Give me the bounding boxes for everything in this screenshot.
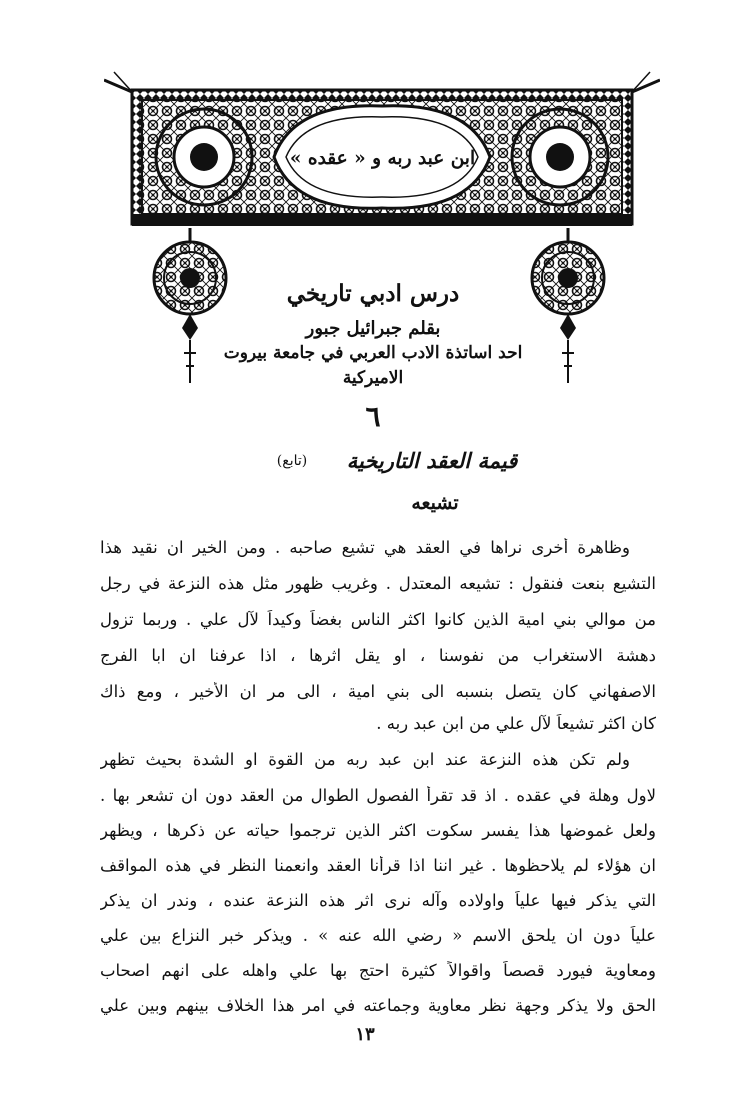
text-line: ولم تكن هذه النزعة عند ابن عبد ربه من القوة او الشدة بحيث تظهر [100, 750, 630, 769]
text-line: علياً دون ان يلحق الاسم « رضي الله عنه » . ويذكر خبر النزاع بين علي [100, 926, 656, 945]
author-byline: بقلم جبرائيل جبور [305, 318, 441, 339]
text-line: ومعاوية فيورد قصصاً واقوالاً كثيرة احتج بها علي واهله على انهم اصحاب [100, 961, 656, 980]
text-line: ان هؤلاء لم يلاحظوها . غير اننا اذا قرأنا العقد وانعمنا النظر في هذه المواقف [100, 856, 656, 875]
banner-title: ابن عبد ربه و « عقده » [289, 147, 476, 169]
hanging-medallion-left [150, 228, 230, 388]
text-line: لاول وهلة في عقده . اذ قد تقرأ الفصول الطوال من العقد دون ان تشعر بها . [100, 786, 656, 805]
text-line: الحق ولا يذكر وجهة نظر معاوية وجماعته في امر هذا الخلاف بينهم وبين علي [100, 996, 656, 1015]
text-line: الاصفهاني كان يتصل بنسبه الى بني امية ، الى مر ان الأخير ، ومع ذاك [100, 682, 656, 701]
text-line: كان اكثر تشيعاً لآل علي من ابن عبد ربه . [376, 714, 656, 733]
text-line: وظاهرة أخرى نراها في العقد هي تشيع صاحبه . ومن الخير ان نقيد هذا [100, 538, 630, 557]
text-line: من موالي بني امية الذين كانوا اكثر الناس بغضاً وكيداً لآل علي . وربما تزول [100, 610, 656, 629]
author-university: الاميركية [342, 368, 404, 388]
continued-label: (تابع) [276, 453, 308, 469]
subsection-title: تشيعه [411, 492, 459, 514]
lesson-title: درس ادبي تاريخي [286, 280, 460, 307]
page-number: ١٣ [355, 1024, 375, 1045]
text-line: ولعل غموضها هذا يفسر سكوت اكثر الذين ترجموا حياته عن ذكرها ، ويظهر [100, 821, 656, 840]
text-line: دهشة الاستغراب من نفوسنا ، او يقل اثرها ، اذا عرفنا ان ابا الفرج [100, 646, 656, 665]
text-line: التشيع بنعت فنقول : تشيعه المعتدل . وغريب ظهور مثل هذه النزعة في رجل [100, 574, 656, 593]
section-title: قيمة العقد التاريخية [346, 448, 518, 473]
text-line: التي يذكر فيها علياً واولاده وآله نرى اثر هذه النزعة عنده ، وندر ان يذكر [100, 891, 656, 910]
hanging-medallion-right [528, 228, 608, 388]
section-number: ٦ [365, 400, 381, 433]
author-position: احد اساتذة الادب العربي في جامعة بيروت [223, 343, 523, 363]
